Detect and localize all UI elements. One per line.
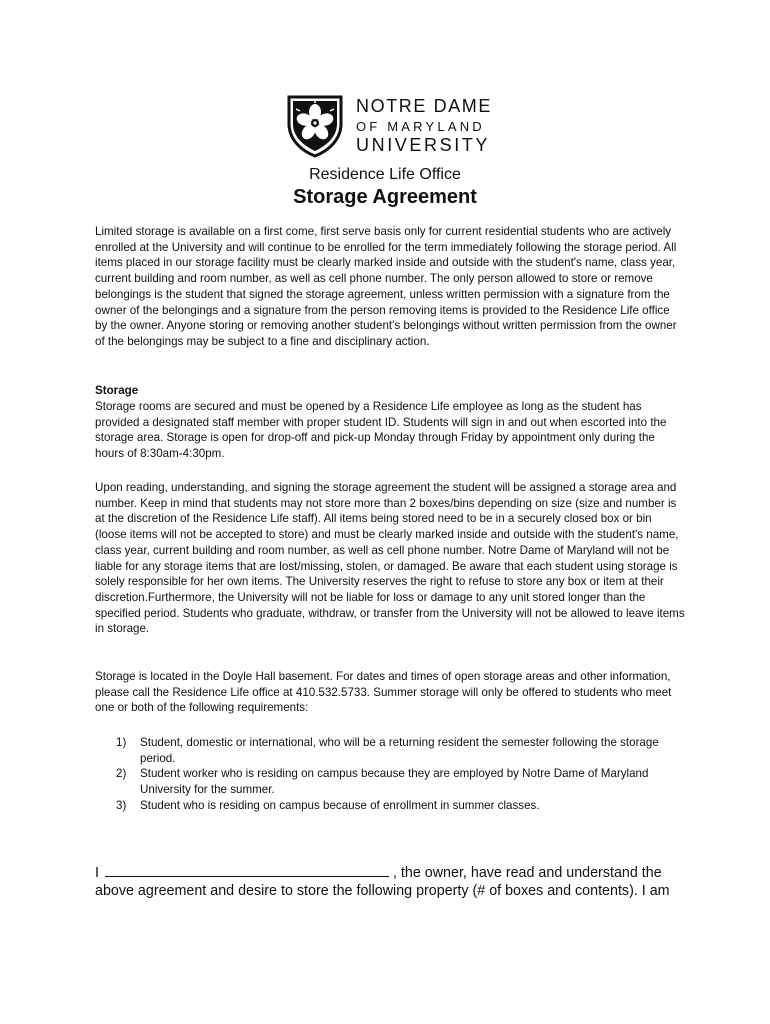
list-item-text: Student who is residing on campus because of enrollment in summer classes. (140, 798, 540, 812)
office-name: Residence Life Office (309, 166, 461, 183)
list-item (116, 798, 686, 814)
list-item-number: 2) (116, 767, 127, 781)
list-item (116, 766, 686, 797)
storage-paragraph-rules: Upon reading, understanding, and signing the storage agreement the student will be assigned a storage area and number. Keep in mind that students may not store more than 2 boxes/bins depending on size (size and number is at the discretion of the Residence Life staff). All items being stored need to be in a securely closed box or bin (loose items will not be accepted to store) and must be clearly marked inside and outside with the student's name, class year, current building and room number, as well as cell phone number. Notre Dame of Maryland will not be liable for any storage items that are lost/missing, stolen, or damaged. Be aware that each student using storage is solely responsible for her own items. The University reserves the right to refuse to store any box or item at their discretion.Furthermore, the University will not be liable for loss or damage to any unit stored longer than the specified period. Students who graduate, withdraw, or transfer from the University will not be allowed to leave items in storage. (95, 481, 685, 636)
document-title: Storage Agreement (293, 186, 477, 208)
storage-section-heading: Storage (95, 384, 139, 397)
intro-paragraph: Limited storage is available on a first come, first serve basis only for current residential students who are actively enrolled at the University and will continue to be enrolled for the term immediately following the storage period. All items placed in our storage facility must be clearly marked inside and outside with the student's name, class year, current building and room number, as well as cell phone number. The only person allowed to store or remove belongings is the student that signed the storage agreement, unless written permission with a signature from the owner of the belongings and a signature from the person removing items is provided to the Residence Life office by the owner. Anyone storing or removing another student's belongings without written permission from the owner of the belongings may be subject to a fine and disciplinary action. (95, 225, 677, 348)
logo-line-notre-dame: NOTRE DAME (356, 96, 493, 116)
list-item-text: Student worker who is residing on campus because they are employed by Notre Dame of Maryland University for the summer. (140, 767, 649, 797)
logo-line-university: UNIVERSITY (356, 135, 491, 155)
list-item-text: Student, domestic or international, who will be a returning resident the semester following the storage period. (140, 736, 659, 765)
signature-prefix: I (95, 865, 99, 881)
signature-statement-continued: above agreement and desire to store the following property (# of boxes and contents). I am (95, 883, 670, 899)
university-logo (286, 94, 496, 160)
list-item-number: 1) (116, 736, 127, 749)
logo-line-of-maryland: OF MARYLAND (356, 119, 485, 134)
storage-paragraph-access: Storage rooms are secured and must be opened by a Residence Life employee as long as the student has provided a designated staff member with proper student ID. Students will sign in and out when escorted into the storage area. Storage is open for drop-off and pick-up Monday through Friday by appointment only during the hours of 8:30am-4:30pm. (95, 400, 667, 461)
summer-requirements-list (116, 735, 686, 814)
shield-crest-icon (286, 94, 344, 158)
owner-name-blank[interactable] (105, 864, 389, 877)
signature-suffix: , the owner, have read and understand the (392, 865, 662, 881)
storage-paragraph-location: Storage is located in the Doyle Hall basement. For dates and times of open storage areas and other information, please call the Residence Life office at 410.532.5733. Summer storage will only be offered to students who meet one or both of the following requirements: (95, 670, 672, 715)
signature-statement-line (95, 864, 695, 883)
list-item (116, 735, 686, 766)
list-item-number: 3) (116, 798, 127, 812)
